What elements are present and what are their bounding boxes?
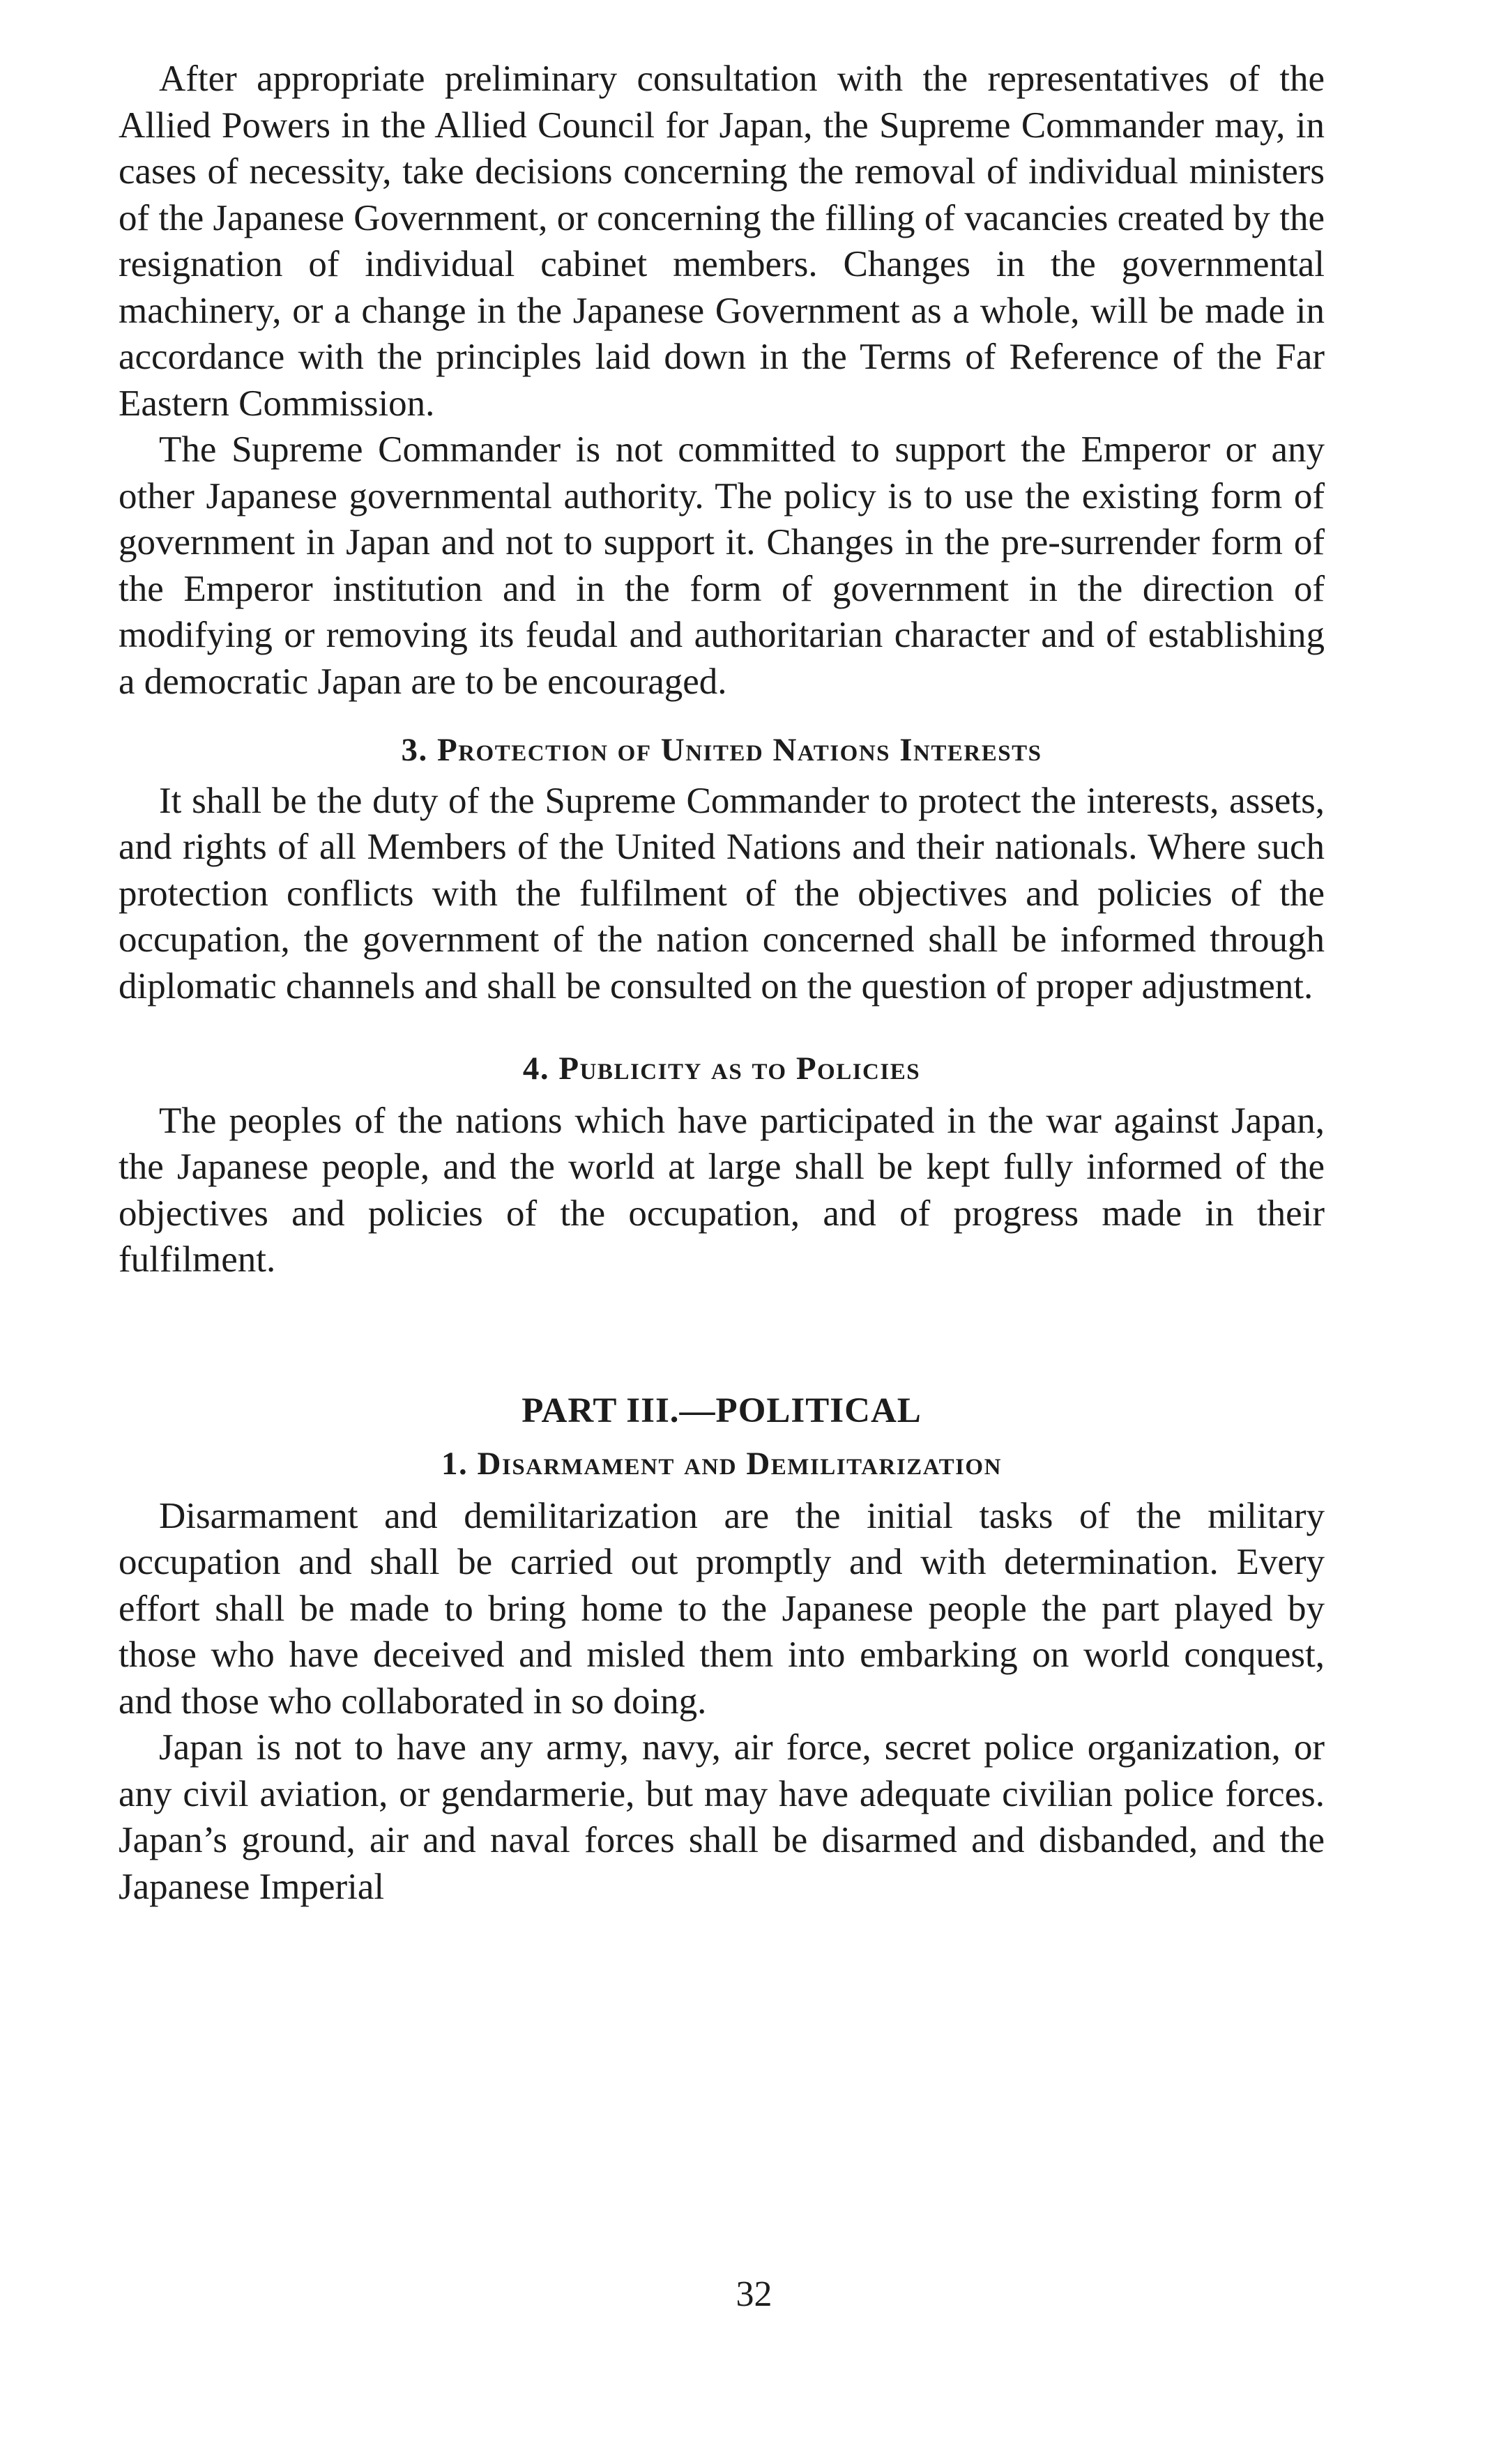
paragraph-allied-council: After appropriate preliminary consultation with the representatives of the Allied Powers in the Allied Council for Japan, the Supreme Commander may, in cases of necessity, take decisions concerning the removal of individual ministers of the Japanese Government, or concerning the filling of vacancies created by the resignation of individual cabinet members. Changes in the governmental machinery, or a change in the Japanese Government as a whole, will be made in accordance with the principles laid down in the Terms of Reference of the Far Eastern Commission.	[119, 59, 1325, 424]
section-heading-protection: 3. Protection of United Nations Interests	[401, 732, 1042, 768]
document-page	[119, 56, 1325, 1910]
paragraph-disarmament: Disarmament and demilitarization are the initial tasks of the military occupation and shall be carried out promptly and with determination. Every effort shall be made to bring home to the Japanese people the part played by those who have deceived and misled them into embarking on world conquest, and those who collaborated in so doing.	[119, 1495, 1325, 1722]
paragraph-protection: It shall be the duty of the Supreme Commander to protect the interests, assets, and rights of all Members of the United Nations and their nationals. Where such protection conflicts with the fulfilment of the objectives and policies of the occupation, the government of the nation concerned shall be informed through diplomatic channels and shall be consulted on the question of proper adjustment.	[119, 780, 1325, 1007]
paragraph-emperor-authority: The Supreme Commander is not committed to support the Emperor or any other Japanese governmental authority. The policy is to use the existing form of government in Japan and not to support it. Changes in the pre-surrender form of the Emperor institution and in the form of government in the direction of modifying or removing its feudal and authoritarian character and of establishing a democratic Japan are to be encouraged.	[119, 429, 1325, 702]
section-heading-publicity: 4. Publicity as to Policies	[522, 1050, 921, 1087]
paragraph-publicity: The peoples of the nations which have participated in the war against Japan, the Japanese people, and the world at large shall be kept fully informed of the objectives and policies of the occupation, and of progress made in their fulfilment.	[119, 1100, 1325, 1280]
part-heading: PART III.—POLITICAL	[521, 1391, 922, 1430]
paragraph-no-army: Japan is not to have any army, navy, air force, secret police organization, or any civil aviation, or gendarmerie, but may have adequate civilian police forces. Japan’s ground, air and naval forces shall be disarmed and disbanded, and the Japanese Imperial	[119, 1727, 1325, 1907]
page-number: 32	[736, 2274, 772, 2314]
section-heading-disarmament: 1. Disarmament and Demilitarization	[441, 1446, 1002, 1482]
